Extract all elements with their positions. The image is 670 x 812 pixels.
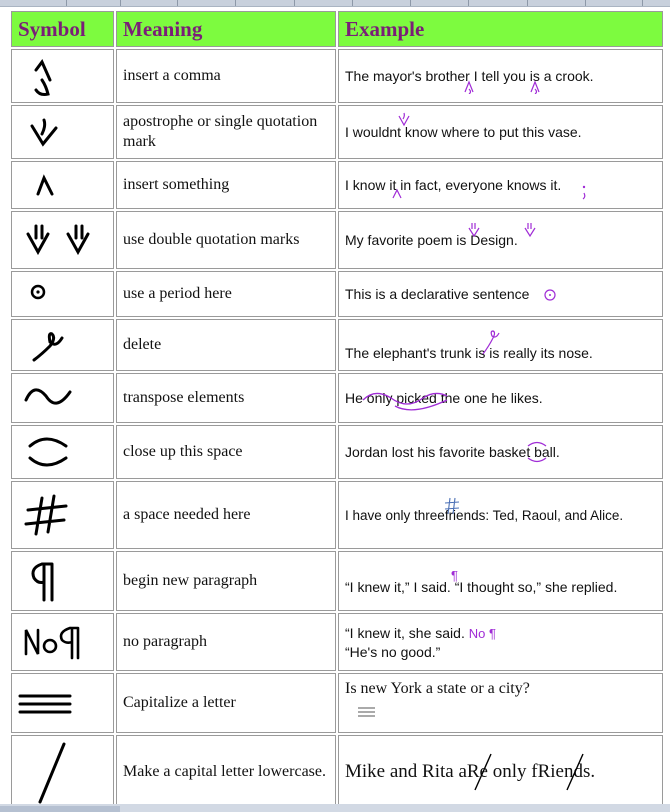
example-text: Jordan lost his favorite basket ball.	[345, 444, 560, 460]
example-text: The mayor's brother I tell you is a crook.	[345, 68, 594, 84]
meaning-cell: Capitalize a letter	[116, 673, 336, 733]
table-row	[11, 271, 663, 317]
lowercase-slash-mark	[563, 752, 587, 792]
header-example: Example	[338, 11, 663, 47]
transpose-wave-icon	[11, 373, 114, 423]
close-up-mark	[525, 438, 549, 466]
table-header-row	[11, 11, 663, 47]
example-cell	[338, 425, 663, 479]
meaning-cell: insert something	[116, 161, 336, 209]
table-row	[11, 613, 663, 671]
close-up-icon	[11, 425, 114, 479]
no-paragraph-icon	[11, 613, 114, 671]
caret-mark	[391, 188, 403, 200]
lowercase-slash-mark	[471, 752, 495, 792]
comma-caret-mark	[463, 80, 477, 94]
slash-icon	[11, 735, 114, 809]
example-cell	[338, 211, 663, 269]
table-row	[11, 319, 663, 371]
delete-loop-icon	[11, 319, 114, 371]
paragraph-mark: ¶	[451, 568, 458, 583]
example-text: My favorite poem is Design.	[345, 232, 518, 248]
comma-caret-mark	[529, 80, 543, 94]
table-row	[11, 551, 663, 611]
caret-icon	[11, 161, 114, 209]
triple-underline-icon	[11, 673, 114, 733]
example-text: I wouldnt know where to put this vase.	[345, 124, 582, 140]
example-text: “I knew it, she said.	[345, 624, 465, 641]
transpose-mark	[361, 386, 451, 412]
double-quote-mark	[523, 222, 537, 238]
example-text: I have only threefriends: Ted, Raoul, and Alice.	[345, 508, 624, 523]
example-cell	[338, 735, 663, 809]
example-text: The elephant's trunk is is really its nose.	[345, 345, 593, 361]
example-text: He only picked the one he likes.	[345, 390, 543, 406]
circled-period-mark	[543, 288, 557, 302]
table-row	[11, 673, 663, 733]
horizontal-scrollbar[interactable]	[0, 804, 670, 812]
example-cell	[338, 373, 663, 423]
example-text: This is a declarative sentence	[345, 286, 530, 302]
semicolon-mark	[579, 184, 589, 200]
example-text: I know it in fact, everyone knows it.	[345, 177, 562, 193]
example-cell	[338, 271, 663, 317]
example-cell	[338, 613, 663, 671]
meaning-cell: close up this space	[116, 425, 336, 479]
example-cell	[338, 105, 663, 159]
meaning-cell: no paragraph	[116, 613, 336, 671]
no-paragraph-mark: No ¶	[468, 625, 496, 641]
example-text: “He's no good.”	[345, 643, 441, 660]
example-cell	[338, 673, 663, 733]
table-row	[11, 161, 663, 209]
table-row	[11, 105, 663, 159]
example-line-1	[345, 624, 656, 643]
example-cell	[338, 49, 663, 103]
space-mark	[443, 496, 461, 516]
table-row	[11, 373, 663, 423]
hash-icon	[11, 481, 114, 549]
window-top-strip	[0, 0, 670, 7]
example-text: “I knew it,” I said. “I thought so,” she replied.	[345, 579, 618, 595]
meaning-cell: apostrophe or single quotation mark	[116, 105, 336, 159]
circled-period-icon	[11, 271, 114, 317]
double-quote-caret-icon	[11, 211, 114, 269]
example-cell	[338, 551, 663, 611]
table-row	[11, 735, 663, 809]
meaning-cell: use a period here	[116, 271, 336, 317]
table-row	[11, 211, 663, 269]
apostrophe-caret-mark	[397, 112, 411, 128]
meaning-cell: insert a comma	[116, 49, 336, 103]
meaning-cell: Make a capital letter lowercase.	[116, 735, 336, 809]
scrollbar-thumb[interactable]	[0, 806, 120, 812]
example-cell	[338, 161, 663, 209]
double-quote-mark	[467, 222, 481, 238]
table-row	[11, 481, 663, 549]
header-symbol: Symbol	[11, 11, 114, 47]
example-cell	[338, 481, 663, 549]
delete-mark	[479, 328, 501, 358]
meaning-cell: delete	[116, 319, 336, 371]
comma-caret-icon	[11, 49, 114, 103]
example-text: Mike and Rita aRe only fRiends.	[345, 761, 596, 782]
example-text: Is new York a state or a city?	[345, 680, 530, 697]
meaning-cell: begin new paragraph	[116, 551, 336, 611]
table-row	[11, 49, 663, 103]
table-row	[11, 425, 663, 479]
meaning-cell: use double quotation marks	[116, 211, 336, 269]
capitalize-mark	[357, 706, 377, 718]
header-meaning: Meaning	[116, 11, 336, 47]
meaning-cell: transpose elements	[116, 373, 336, 423]
apostrophe-caret-icon	[11, 105, 114, 159]
meaning-cell: a space needed here	[116, 481, 336, 549]
proofreading-marks-table	[9, 9, 665, 811]
paragraph-icon	[11, 551, 114, 611]
example-cell	[338, 319, 663, 371]
